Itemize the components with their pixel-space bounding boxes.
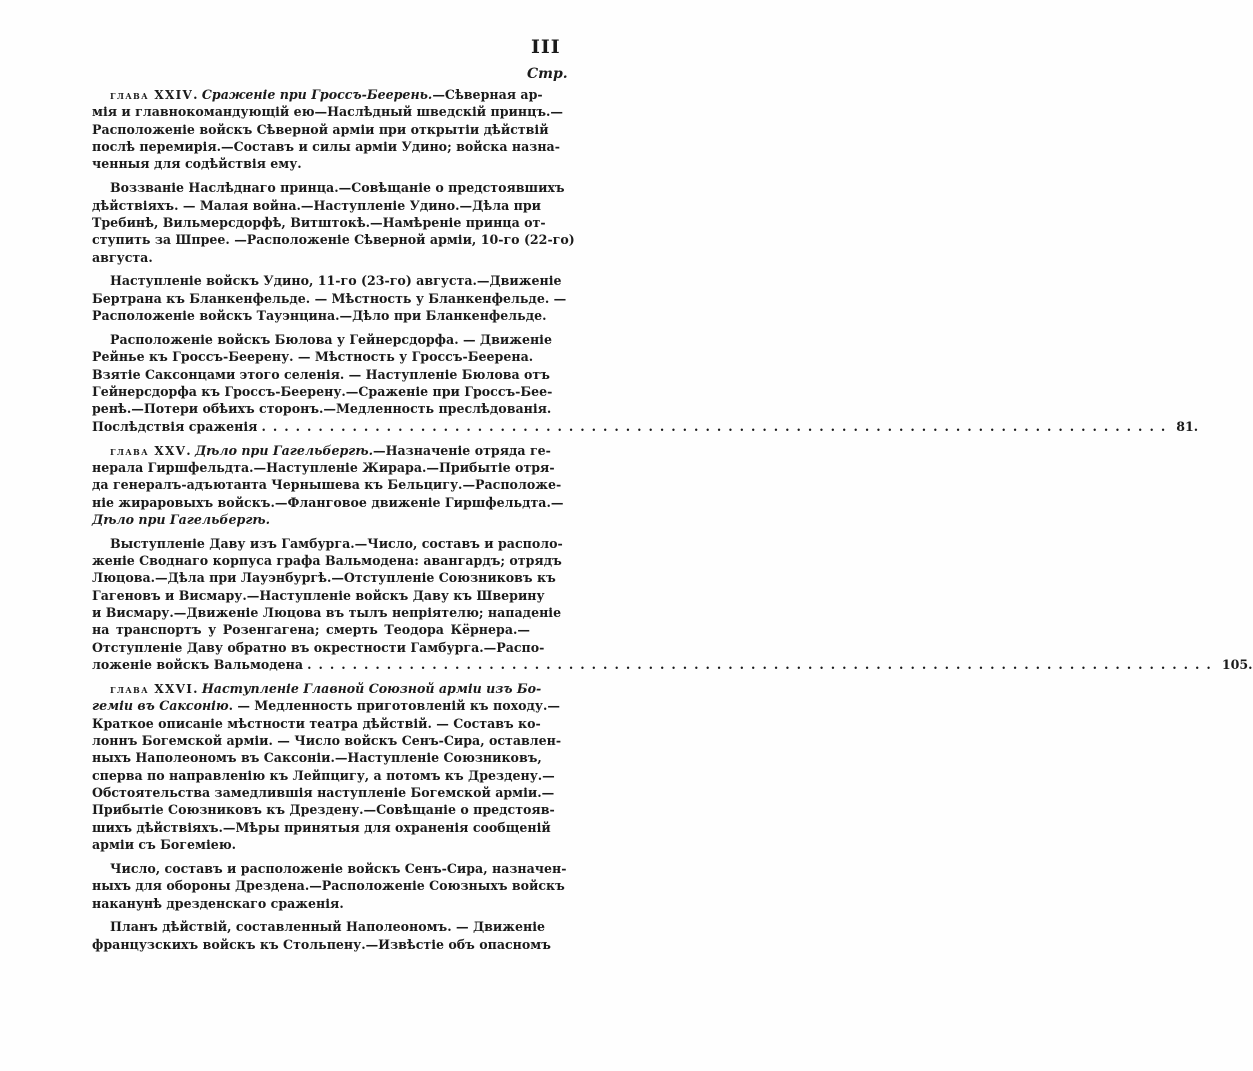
text-line xyxy=(92,214,546,231)
text-line xyxy=(92,552,562,569)
toc-paragraph xyxy=(92,680,562,853)
chapter-title: Наступленіе Главной Союзной арміи изъ Бо- xyxy=(201,681,542,696)
text-segment: арміи съ Богеміею. xyxy=(92,837,237,853)
page-reference: 81. xyxy=(1176,418,1199,434)
toc-paragraph xyxy=(92,179,575,266)
text-line xyxy=(92,138,560,155)
page-reference: 105. xyxy=(1221,657,1253,673)
text-segment: шихъ дѣйствіяхъ.—Мѣры принятыя для охраненія сообщеній xyxy=(92,819,551,835)
text-segment: послѣ перемирія.—Составъ и силы арміи Удино; войска назна- xyxy=(92,139,560,155)
text-line xyxy=(92,656,1253,673)
text-line xyxy=(92,749,542,766)
text-line xyxy=(92,936,551,953)
text-segment: Люцова.—Дѣла при Лауэнбургѣ.—Отступленіе Союзниковъ къ xyxy=(92,570,556,586)
text-line xyxy=(92,784,555,801)
text-line xyxy=(92,400,552,417)
dot-leader: ................................................................................ xyxy=(307,657,1218,673)
text-line xyxy=(92,307,547,324)
text-line xyxy=(92,155,530,172)
text-segment: . — Медленность приготовленій къ походу.— xyxy=(228,698,560,714)
text-segment: —Сѣверная ар- xyxy=(432,87,543,102)
text-segment: Расположеніе войскъ Сѣверной арміи при открытіи дѣйствій xyxy=(92,121,549,137)
text-line xyxy=(92,197,541,214)
text-line xyxy=(92,86,543,103)
text-line xyxy=(92,366,550,383)
toc-paragraph xyxy=(92,442,564,529)
text-line xyxy=(92,383,553,400)
text-segment: наканунѣ дрезденскаго сраженія. xyxy=(92,895,344,911)
text-line xyxy=(92,587,545,604)
chapter-label: глава XXV xyxy=(110,443,187,458)
text-segment: мія и главнокомандующій ею—Наслѣдный шведскій принцъ.— xyxy=(92,104,564,120)
text-line xyxy=(92,732,562,749)
text-line xyxy=(92,621,530,638)
text-segment: . xyxy=(186,442,195,458)
entry-text: Послѣдствія сраженія xyxy=(92,418,258,434)
text-segment: ныхъ Наполеономъ въ Саксоніи.—Наступленіе Союзниковъ, xyxy=(92,750,542,766)
text-line xyxy=(92,697,560,714)
text-segment: ніе жираровыхъ войскъ.—Фланговое движеніе Гиршфельдта.— xyxy=(92,494,564,510)
text-segment: сперва по направленію къ Лейпцигу, а потомъ къ Дрездену.— xyxy=(92,767,555,783)
text-line xyxy=(92,103,564,120)
text-segment: Воззваніе Наслѣднаго принца.—Совѣщаніе о предстоявшихъ xyxy=(110,180,565,196)
chapter-title: геміи въ Саксонію xyxy=(92,698,229,714)
chapter-title: Дѣло при Гагельбергѣ. xyxy=(92,511,271,527)
text-segment: Расположеніе войскъ Бюлова у Гейнерсдорфа. — Движеніе xyxy=(110,331,552,347)
text-segment: да генералъ-адъютанта Чернышева къ Бельцигу.—Расположе- xyxy=(92,477,562,493)
text-segment: Выступленіе Даву изъ Гамбурга.—Число, составъ и располо- xyxy=(110,535,563,551)
text-segment: ступить за Шпрее. —Расположеніе Сѣверной арміи, 10-го (22-го) xyxy=(92,232,575,248)
text-line xyxy=(92,819,551,836)
text-line xyxy=(92,459,555,476)
chapter-label: глава XXVI xyxy=(110,682,194,696)
text-segment: ныхъ для обороны Дрездена.—Расположеніе Союзныхъ войскъ xyxy=(92,878,565,894)
text-line xyxy=(92,331,552,348)
page-number: III xyxy=(531,36,561,58)
text-segment: Расположеніе войскъ Тауэнцина.—Дѣло при Бланкенфельде. xyxy=(92,308,547,324)
text-line xyxy=(92,290,567,307)
text-segment: Взятіе Саксонцами этого селенія. — Наступленіе Бюлова отъ xyxy=(92,366,550,382)
text-line xyxy=(92,535,563,552)
toc-paragraph xyxy=(92,860,567,912)
text-line xyxy=(92,348,534,365)
entry-text: ложеніе войскъ Вальмодена xyxy=(92,657,304,673)
chapter-label: глава XXIV xyxy=(110,88,194,102)
text-segment: Наступленіе войскъ Удино, 11-го (23-го) августа.—Движеніе xyxy=(110,273,562,289)
text-segment: Число, составъ и расположеніе войскъ Сенъ-Сира, назначен- xyxy=(110,860,567,876)
text-line xyxy=(92,836,530,853)
chapter-title: Сраженіе при Гроссъ-Беерень. xyxy=(201,87,433,102)
text-line xyxy=(92,895,530,912)
text-segment: лоннъ Богемской арміи. — Число войскъ Сенъ-Сира, оставлен- xyxy=(92,733,562,749)
toc-paragraph xyxy=(92,535,1253,674)
text-segment: дѣйствіяхъ. — Малая война.—Наступленіе Удино.—Дѣла при xyxy=(92,197,541,213)
text-segment: нерала Гиршфельдта.—Наступленіе Жирара.—Прибытіе отря- xyxy=(92,459,555,475)
text-segment: Гагеновъ и Висмару.—Наступленіе войскъ Даву къ Шверину xyxy=(92,587,545,603)
text-line xyxy=(92,231,575,248)
toc-paragraph xyxy=(92,331,1199,435)
toc-paragraph xyxy=(92,272,567,324)
toc-paragraph xyxy=(92,86,564,173)
text-line xyxy=(92,494,564,511)
dot-leader: ................................................................................ xyxy=(261,418,1173,434)
text-segment: Бертрана къ Бланкенфельде. — Мѣстность у Бланкенфельде. — xyxy=(92,290,567,306)
text-line xyxy=(92,918,545,935)
text-segment: Отступленіе Даву обратно въ окрестности Гамбурга.—Распо- xyxy=(92,639,545,655)
text-line xyxy=(92,249,530,266)
text-line xyxy=(92,801,555,818)
table-of-contents xyxy=(92,86,1253,960)
text-line xyxy=(92,715,541,732)
text-segment: французскихъ войскъ къ Стольпену.—Извѣстіе объ опасномъ xyxy=(92,936,551,952)
text-line xyxy=(92,604,562,621)
text-line xyxy=(92,442,551,459)
text-line xyxy=(92,179,565,196)
text-line xyxy=(92,569,556,586)
text-segment: . xyxy=(193,87,202,102)
text-segment: —Назначеніе отряда ге- xyxy=(373,442,551,458)
text-line xyxy=(92,121,549,138)
text-line xyxy=(92,272,562,289)
text-segment: . xyxy=(193,681,202,696)
text-line xyxy=(92,639,545,656)
text-segment: Обстоятельства замедлившія наступленіе Богемской арміи.— xyxy=(92,785,555,801)
text-line xyxy=(92,680,542,697)
toc-paragraph xyxy=(92,918,551,953)
text-line xyxy=(92,767,555,784)
text-segment: Рейнье къ Гроссъ-Беерену. — Мѣстность у Гроссъ-Беерена. xyxy=(92,349,534,365)
text-segment: Требинѣ, Вильмерсдорфѣ, Витштокѣ.—Намѣреніе принца от- xyxy=(92,214,546,230)
text-segment: ченныя для содѣйствія ему. xyxy=(92,156,302,172)
text-segment: Краткое описаніе мѣстности театра дѣйствій. — Составъ ко- xyxy=(92,715,541,731)
text-segment: ренѣ.—Потери обѣихъ сторонъ.—Медленность преслѣдованія. xyxy=(92,401,552,417)
text-segment: на транспортъ у Розенгагена; смерть Теодора Кёрнера.— xyxy=(92,622,530,638)
text-line xyxy=(92,877,565,894)
text-line xyxy=(92,418,1199,435)
text-segment: Прибытіе Союзниковъ къ Дрездену.—Совѣщаніе о предстояв- xyxy=(92,802,555,818)
text-segment: Гейнерсдорфа къ Гроссъ-Беерену.—Сраженіе при Гроссъ-Бее- xyxy=(92,384,553,399)
text-segment: и Висмару.—Движеніе Люцова въ тылъ непріятелю; нападеніе xyxy=(92,605,562,621)
page-column-header: Стр. xyxy=(527,66,568,82)
text-line xyxy=(92,511,530,528)
chapter-title: Дѣло при Гагельбергѣ. xyxy=(194,442,373,458)
text-segment: женіе Своднаго корпуса графа Вальмодена: авангардъ; отрядъ xyxy=(92,553,562,569)
text-line xyxy=(92,476,562,493)
text-line xyxy=(92,860,567,877)
text-segment: августа. xyxy=(92,249,153,265)
text-segment: Планъ дѣйствій, составленный Наполеономъ. — Движеніе xyxy=(110,919,545,935)
